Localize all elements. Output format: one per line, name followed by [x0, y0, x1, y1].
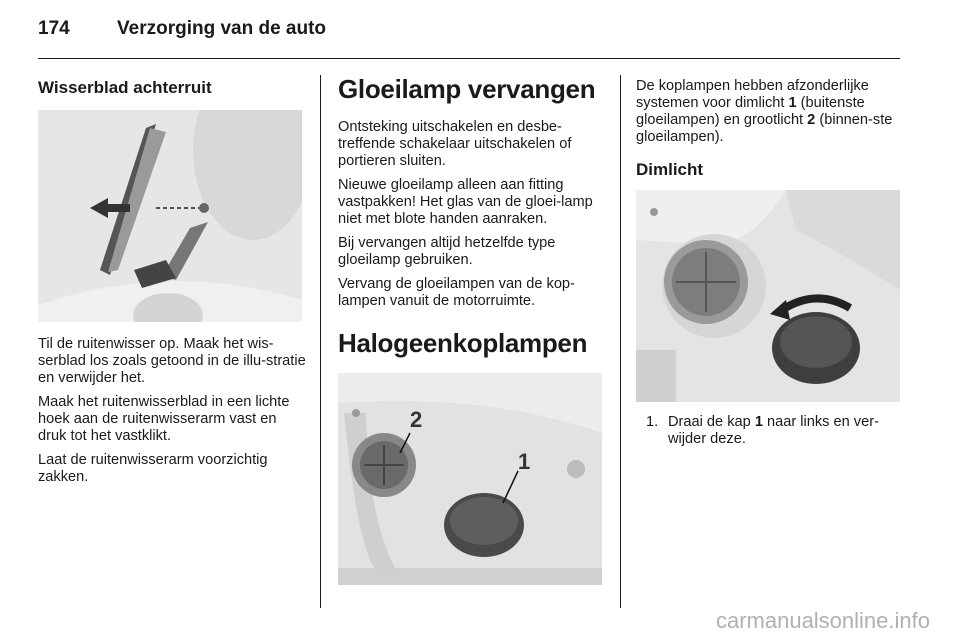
paragraph: Laat de ruitenwisserarm voorzichtig zakken. — [38, 452, 268, 485]
low-beam-illustration — [636, 190, 900, 402]
halogen-headlamps-heading: Halogeenkoplampen — [338, 328, 588, 358]
intro-text: De koplampen hebben afzonderlijke systemen voor dimlicht — [636, 78, 869, 111]
bulb-replacement-heading: Gloeilamp vervangen — [338, 74, 596, 104]
paragraph: Til de ruitenwisser op. Maak het wis-serblad los zoals getoond in de illu-stratie en verwijder het. — [38, 336, 306, 386]
wiper-blade-heading: Wisserblad achterruit — [38, 78, 212, 97]
step-text: naar links en ver-wijder deze. — [668, 414, 879, 447]
paragraph: Ontsteking uitschakelen en desbe-treffende schakelaar uitschakelen of portieren sluiten. — [338, 119, 572, 169]
watermark: carmanualsonline.info — [715, 608, 930, 633]
paragraph: Nieuwe gloeilamp alleen aan fitting vastpakken! Het glas van de gloei-lamp niet met blote handen aanraken. — [338, 177, 593, 227]
number-1: 1 — [788, 95, 797, 111]
intro-text: (buitenste gloeilampen) en grootlicht — [636, 95, 865, 128]
list-item — [646, 414, 904, 448]
page-title: Verzorging van de auto — [117, 18, 327, 39]
step-number: 1 — [754, 414, 763, 430]
paragraph: Bij vervangen altijd hetzelfde type gloeilamp gebruiken. — [338, 235, 556, 268]
paragraph: Vervang de gloeilampen van de kop-lampen vanuit de motorruimte. — [338, 276, 575, 309]
wiper-blade-illustration — [38, 110, 302, 322]
header-rule — [38, 58, 900, 59]
callout-label-1: 1 — [518, 449, 531, 474]
page-number: 174 — [38, 18, 70, 39]
callout-label-2: 2 — [410, 407, 423, 432]
number-2: 2 — [807, 112, 816, 128]
list-marker: 1. — [646, 414, 659, 430]
column-divider — [320, 75, 321, 608]
intro-paragraph — [636, 78, 904, 146]
low-beam-heading: Dimlicht — [636, 160, 704, 179]
left-column — [38, 70, 306, 493]
paragraph: Maak het ruitenwisserblad in een lichte hoek aan de ruitenwisserarm vast en druk tot het vastklikt. — [38, 394, 290, 444]
step-text: Draai de kap — [668, 414, 755, 430]
intro-text: (binnen-ste gloeilampen). — [636, 112, 893, 145]
right-column — [636, 70, 904, 448]
middle-column — [338, 70, 604, 585]
column-divider — [620, 75, 621, 608]
halogen-headlamp-illustration — [338, 373, 602, 585]
